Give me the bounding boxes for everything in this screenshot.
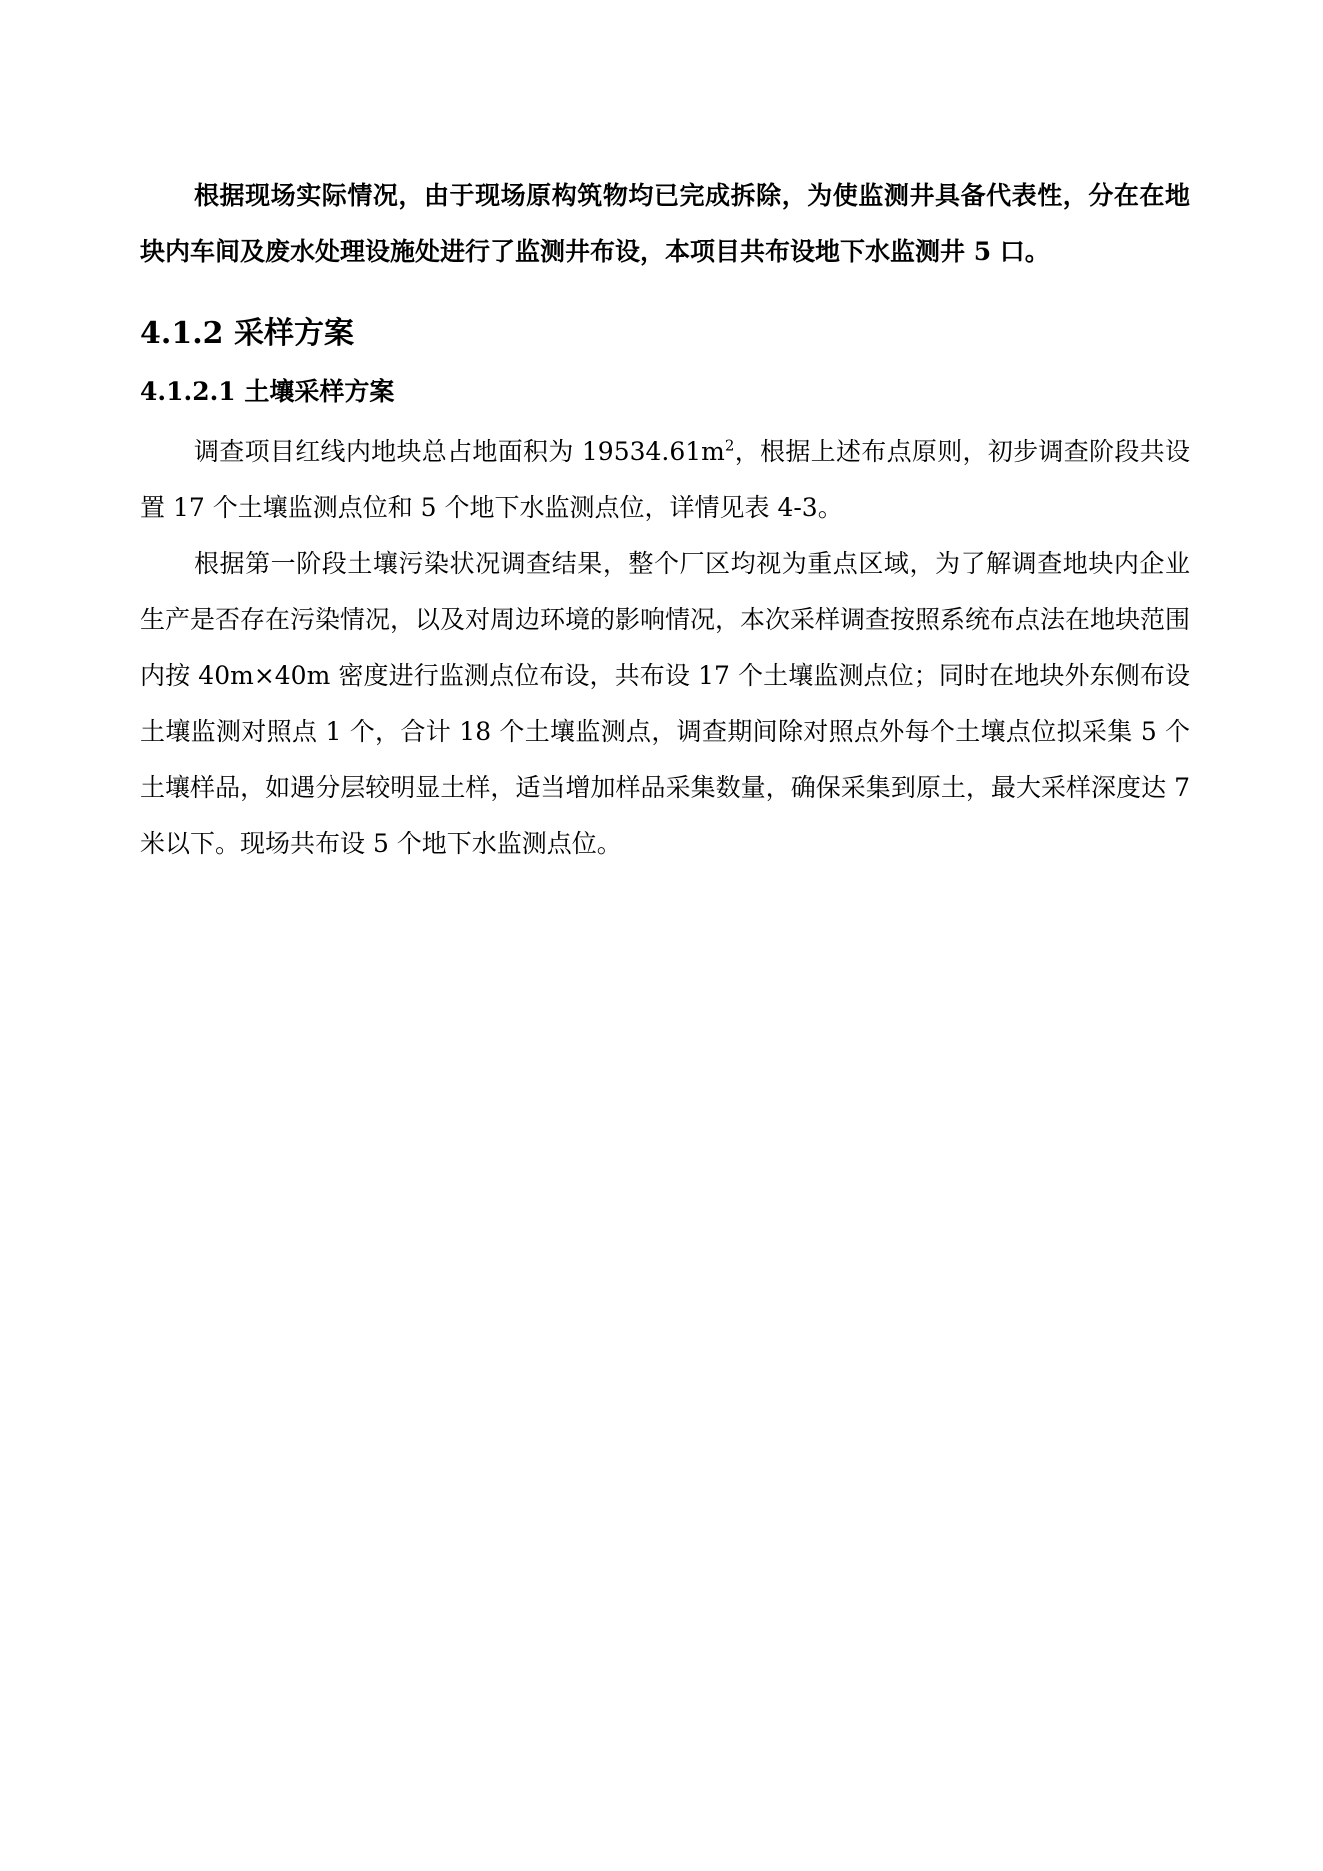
groundwater-well-paragraph: 根据现场实际情况，由于现场原构筑物均已完成拆除，为使监测井具备代表性，分在在地块内车间及废水处理设施处进行了监测井布设，本项目共布设地下水监测井 5 口。 — [140, 181, 1190, 266]
section-heading-4-1-2-1: 4.1.2.1 土壤采样方案 — [140, 377, 395, 406]
site-area-text-end: ，根据上述布点原则，初步调查阶段共设置 17 个土壤监测点位和 5 个地下水监测点位，详情见表 4-3。 — [140, 437, 1190, 522]
page-content — [140, 168, 1190, 872]
site-area-text-start: 调查项目红线内地块总占地面积为 19534.61m — [194, 437, 725, 466]
area-unit-superscript: 2 — [724, 436, 735, 455]
site-area-paragraph — [140, 424, 1190, 536]
sampling-plan-paragraph: 根据第一阶段土壤污染状况调查结果，整个厂区均视为重点区域，为了解调查地块内企业生产是否存在污染情况，以及对周边环境的影响情况，本次采样调查按照系统布点法在地块范围内按 40m×40m 密度进行监测点位布设，共布设 17 个土壤监测点位；同时在地块外东侧布设土壤监测对照点 1 个，合计 18 个土壤监测点，调查期间除对照点外每个土壤点位拟采集 5 个土壤样品，如遇分层较明显土样，适当增加样品采集数量，确保采集到原土，最大采样深度达 7 米以下。现场共布设 5 个地下水监测点位。 — [140, 549, 1191, 858]
section-heading-4-1-2: 4.1.2 采样方案 — [140, 316, 354, 351]
